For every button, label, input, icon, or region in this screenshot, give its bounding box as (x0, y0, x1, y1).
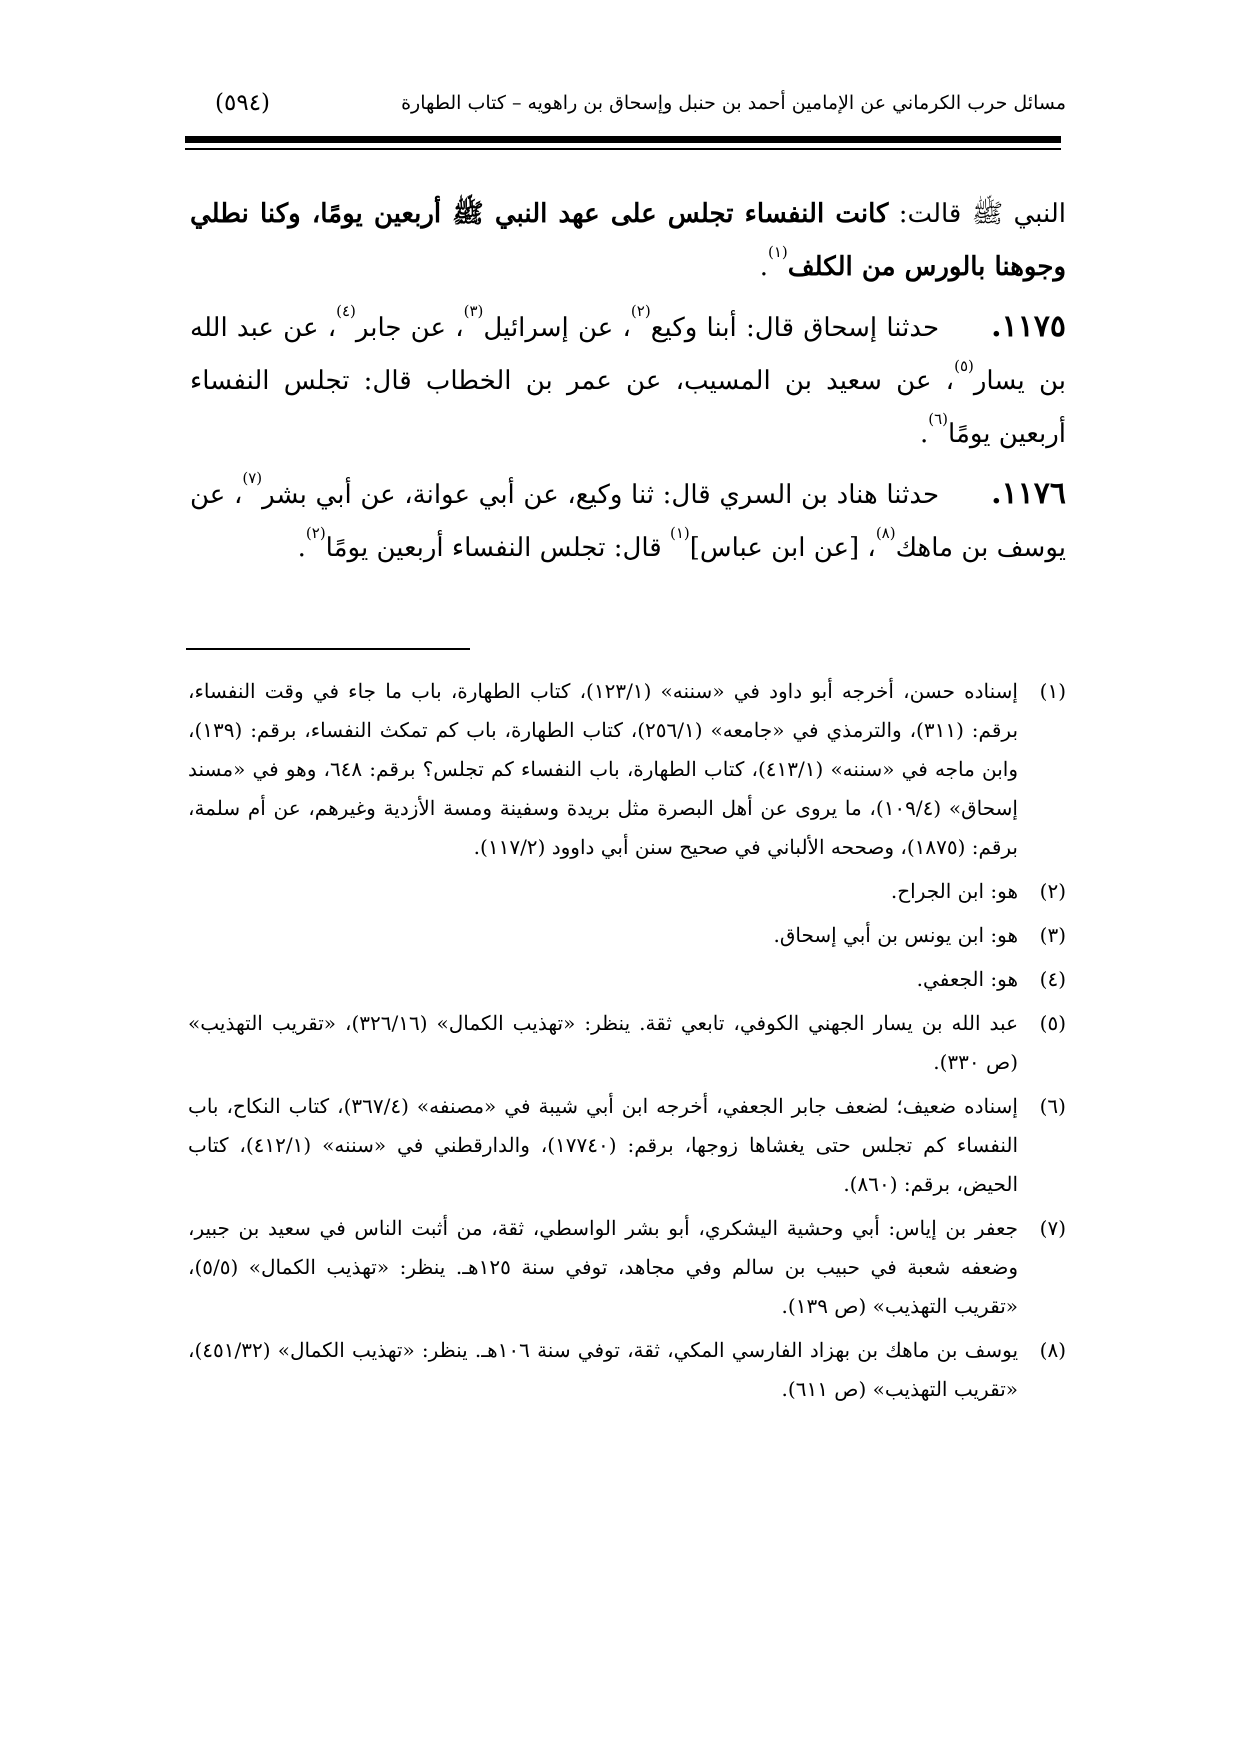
footnote-ref[interactable]: (٨) (875, 524, 896, 542)
entry-text: ، عن جابر (355, 313, 464, 343)
footnote-number: (١) (1039, 679, 1066, 703)
continuation-paragraph (190, 188, 1066, 294)
footnote-item (188, 1209, 1066, 1326)
footnote-number: (٥) (1039, 1011, 1067, 1035)
footnote-separator (186, 648, 470, 650)
footnote-ref[interactable]: (٦) (928, 410, 949, 428)
hadith-text: كانت النفساء تجلس على عهد النبي ﷺ أربعين يومًا، وكنا نطلي وجوهنا بالورس من الكلف (190, 199, 1066, 282)
entry-text: حدثنا هناد بن السري قال: ثنا وكيع، عن أبي عوانة، عن أبي بشر (262, 480, 940, 510)
entry-text: ، عن سعيد بن المسيب، عن عمر بن الخطاب قال: تجلس النفساء أربعين يومًا (190, 366, 1066, 449)
footnote-text: هو: الجعفي. (916, 967, 1018, 991)
entry-text: قال: تجلس النفساء أربعين يومًا (325, 533, 670, 563)
footnote-item (188, 1087, 1066, 1204)
entry-text: ، عن إسرائيل (483, 313, 631, 343)
footnotes (188, 672, 1066, 1414)
entry-text: . (919, 419, 929, 449)
header-rule-thin (185, 148, 1061, 150)
footnote-ref[interactable]: (٢) (630, 302, 651, 320)
footnote-ref[interactable]: (٥) (954, 357, 974, 375)
footnote-ref[interactable]: (١) (669, 524, 690, 542)
entry-text: ، [عن ابن عباس] (689, 533, 876, 563)
running-head (215, 86, 1066, 130)
footnote-ref[interactable]: (٢) (305, 524, 326, 542)
entry-number: ١١٧٦. (991, 476, 1066, 511)
footnote-number: (٤) (1039, 967, 1066, 991)
entry-number: ١١٧٥. (991, 309, 1066, 344)
page-number: (٥٩٤) (215, 90, 271, 116)
footnote-ref[interactable]: (١) (767, 243, 788, 261)
continuation-text: النبي ﷺ قالت: (888, 199, 1066, 229)
footnote-number: (٣) (1039, 923, 1066, 947)
footnote-ref[interactable]: (٤) (336, 302, 356, 320)
entry-text: حدثنا إسحاق قال: أبنا وكيع (650, 313, 940, 343)
footnote-item (188, 1331, 1066, 1409)
footnote-ref[interactable]: (٣) (463, 302, 484, 320)
footnote-item (188, 960, 1066, 999)
entry-1176 (190, 467, 1066, 575)
footnote-number: (٢) (1039, 879, 1066, 903)
footnote-item (188, 916, 1066, 955)
footnote-item (188, 1004, 1066, 1082)
footnote-text: عبد الله بن يسار الجهني الكوفي، تابعي ثقة. ينظر: «تهذيب الكمال» (٣٢٦/١٦)، «تقريب التهذيب» (ص ٣٣٠). (188, 1011, 1019, 1074)
footnote-text: هو: ابن يونس بن أبي إسحاق. (773, 923, 1018, 947)
running-title: مسائل حرب الكرماني عن الإمامين أحمد بن حنبل وإسحاق بن راهويه – كتاب الطهارة (401, 92, 1066, 114)
entry-text: ، عن يوسف بن ماهك (190, 480, 1066, 563)
footnote-number: (٧) (1039, 1216, 1066, 1240)
footnote-text: جعفر بن إياس: أبي وحشية اليشكري، أبو بشر الواسطي، ثقة، من أثبت الناس في سعيد بن جبير، وضعفه شعبة في حبيب بن سالم وفي مجاهد، توفي سنة ١٢٥هـ. ينظر: «تهذيب الكمال» (٥/٥)، «تقريب التهذيب» (ص ١٣٩). (188, 1216, 1019, 1318)
footnote-item (188, 672, 1066, 867)
entry-1175 (190, 300, 1066, 461)
footnote-ref[interactable]: (٧) (242, 469, 263, 487)
footnote-text: إسناده حسن، أخرجه أبو داود في «سننه» (١٢٣/١)، كتاب الطهارة، باب ما جاء في وقت النفساء، برقم: (٣١١)، والترمذي في «جامعه» (٢٥٦/١)، كتاب الطهارة، باب كم تمكث النفساء، برقم: (١٣٩)، وابن ماجه في «سننه» (٤١٣/١)، كتاب الطهارة، باب النفساء كم تجلس؟ برقم: ٦٤٨، وهو في «مسند إسحاق» (١٠٩/٤)، ما يروى عن أهل البصرة مثل بريدة وسفينة ومسة الأزدية وغيرهم، عن أم سلمة، برقم: (١٨٧٥)، وصححه الألباني في صحيح سنن أبي داوود (١١٧/٢). (188, 679, 1019, 859)
continuation-end: . (759, 252, 768, 282)
footnote-item (188, 872, 1066, 911)
footnote-text: إسناده ضعيف؛ لضعف جابر الجعفي، أخرجه ابن أبي شيبة في «مصنفه» (٣٦٧/٤)، كتاب النكاح، باب النفساء كم تجلس حتى يغشاها زوجها، برقم: (١٧٧٤٠)، والدارقطني في «سننه» (٤١٢/١)، كتاب الحيض، برقم: (٨٦٠). (188, 1094, 1019, 1196)
footnote-number: (٦) (1039, 1094, 1066, 1118)
footnote-number: (٨) (1039, 1338, 1067, 1362)
main-text (190, 188, 1066, 581)
entry-text: . (297, 533, 306, 563)
footnote-text: يوسف بن ماهك بن بهزاد الفارسي المكي، ثقة، توفي سنة ١٠٦هـ. ينظر: «تهذيب الكمال» (٤٥١/٣٢)، «تقريب التهذيب» (ص ٦١١). (188, 1338, 1019, 1401)
entry-text: ، عن عبد الله بن يسار (190, 313, 1066, 396)
header-rule-thick (185, 136, 1061, 143)
footnote-text: هو: ابن الجراح. (890, 879, 1018, 903)
